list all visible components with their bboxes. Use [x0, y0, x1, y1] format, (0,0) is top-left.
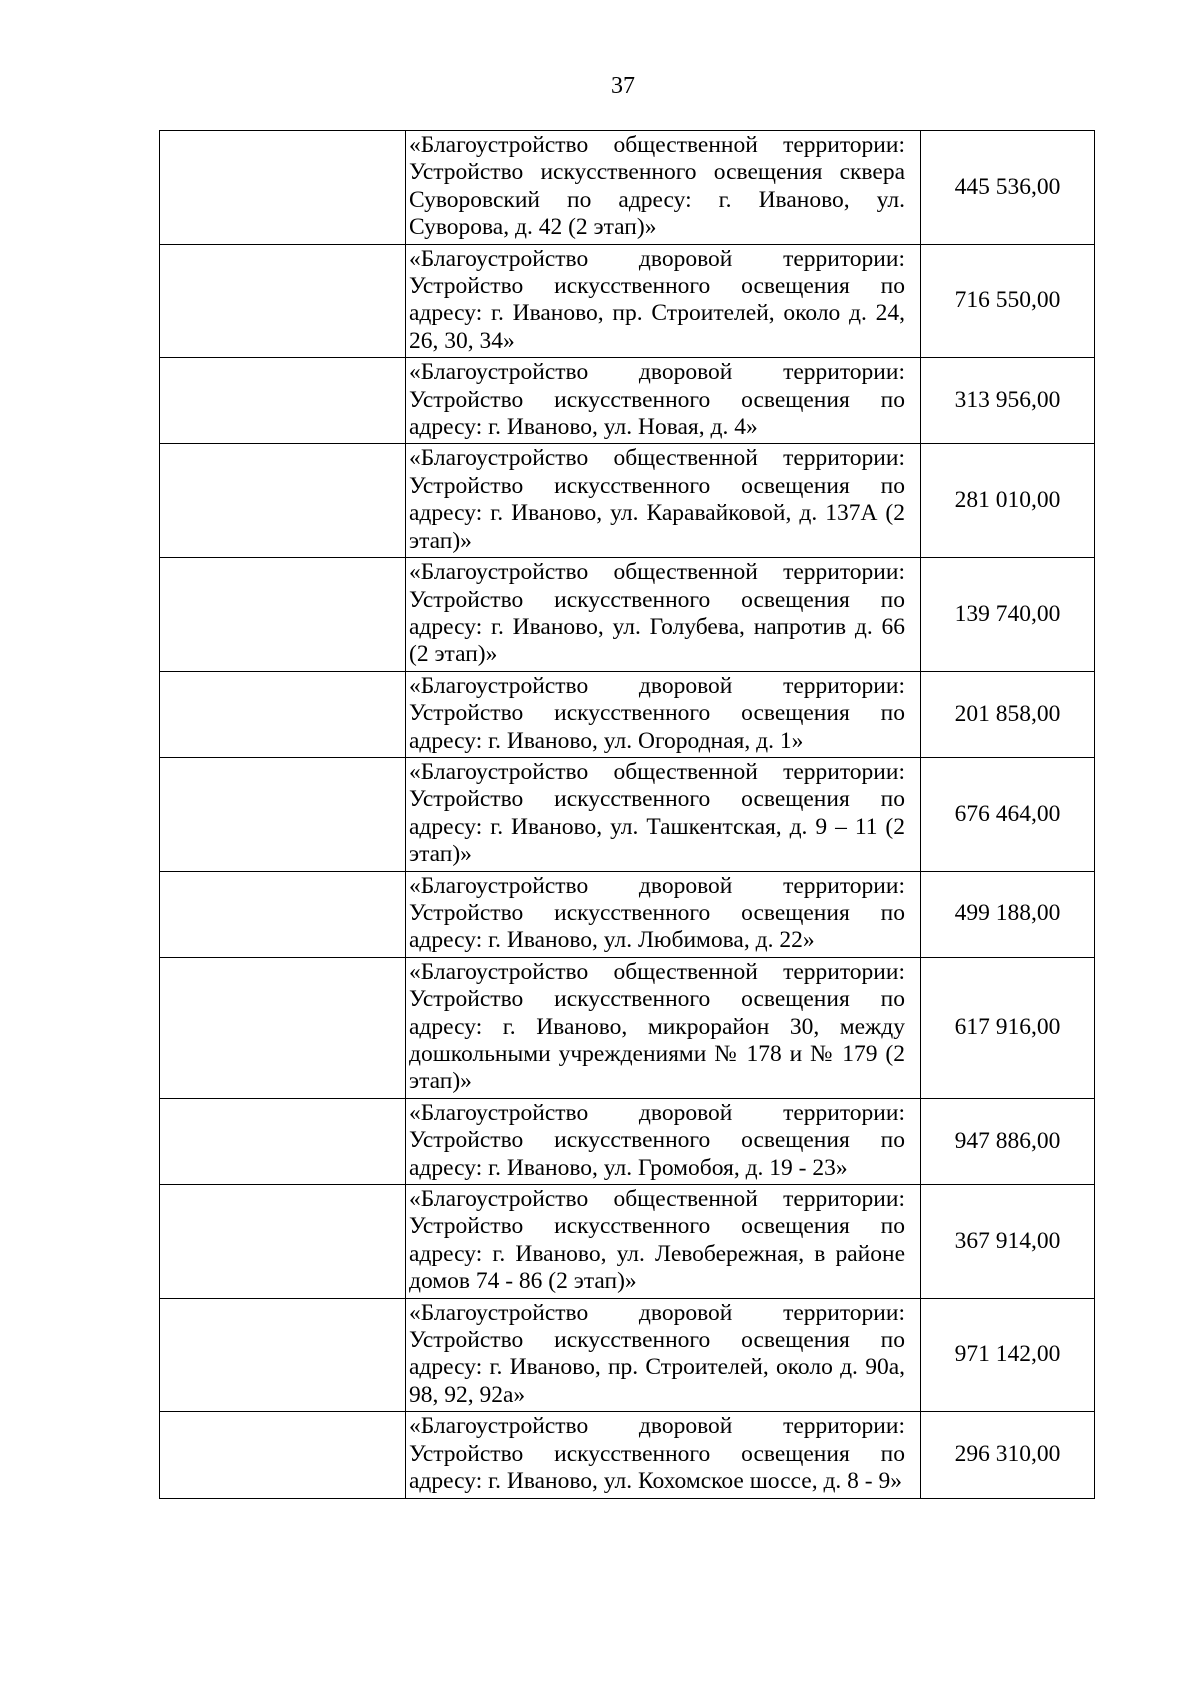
- empty-cell: [160, 957, 406, 1098]
- project-amount: 201 858,00: [921, 671, 1095, 757]
- project-description: «Благоустройство общественной территории: Устройство искусственного освещения по адресу: г. Иваново, ул. Каравайковой, д. 137А (2 этап)»: [406, 444, 921, 558]
- empty-cell: [160, 671, 406, 757]
- project-amount: 617 916,00: [921, 957, 1095, 1098]
- empty-cell: [160, 1185, 406, 1299]
- project-description: «Благоустройство общественной территории: Устройство искусственного освещения по адресу: г. Иваново, микрорайон 30, между дошкольными учреждениями № 178 и № 179 (2 этап)»: [406, 957, 921, 1098]
- project-amount: 971 142,00: [921, 1298, 1095, 1412]
- project-description: «Благоустройство общественной территории: Устройство искусственного освещения по адресу: г. Иваново, ул. Голубева, напротив д. 66 (2 этап)»: [406, 558, 921, 672]
- project-description: «Благоустройство дворовой территории: Устройство искусственного освещения по адресу: г. Иваново, ул. Громобоя, д. 19 - 23»: [406, 1098, 921, 1184]
- project-amount: 139 740,00: [921, 558, 1095, 672]
- table-row: [160, 558, 1095, 672]
- table-row: [160, 1412, 1095, 1498]
- empty-cell: [160, 757, 406, 871]
- project-description: «Благоустройство общественной территории: Устройство искусственного освещения по адресу: г. Иваново, ул. Ташкентская, д. 9 – 11 (2 этап)»: [406, 757, 921, 871]
- project-description: «Благоустройство дворовой территории: Устройство искусственного освещения по адресу: г. Иваново, ул. Огородная, д. 1»: [406, 671, 921, 757]
- project-amount: 296 310,00: [921, 1412, 1095, 1498]
- project-description: «Благоустройство дворовой территории: Устройство искусственного освещения по адресу: г. Иваново, пр. Строителей, около д. 90а, 98, 92, 92а»: [406, 1298, 921, 1412]
- project-description: «Благоустройство общественной территории: Устройство искусственного освещения по адресу: г. Иваново, ул. Левобережная, в районе домов 74 - 86 (2 этап)»: [406, 1185, 921, 1299]
- table-row: [160, 358, 1095, 444]
- project-amount: 499 188,00: [921, 871, 1095, 957]
- project-description: «Благоустройство общественной территории: Устройство искусственного освещения сквера Суворовский по адресу: г. Иваново, ул. Суворова, д. 42 (2 этап)»: [406, 131, 921, 245]
- project-amount: 281 010,00: [921, 444, 1095, 558]
- empty-cell: [160, 131, 406, 245]
- empty-cell: [160, 1298, 406, 1412]
- project-description: «Благоустройство дворовой территории: Устройство искусственного освещения по адресу: г. Иваново, ул. Любимова, д. 22»: [406, 871, 921, 957]
- project-description: «Благоустройство дворовой территории: Устройство искусственного освещения по адресу: г. Иваново, пр. Строителей, около д. 24, 26, 30, 34»: [406, 244, 921, 358]
- project-description: «Благоустройство дворовой территории: Устройство искусственного освещения по адресу: г. Иваново, ул. Новая, д. 4»: [406, 358, 921, 444]
- table-row: [160, 444, 1095, 558]
- project-amount: 716 550,00: [921, 244, 1095, 358]
- page-number: 37: [611, 73, 635, 99]
- table-row: [160, 1098, 1095, 1184]
- project-amount: 313 956,00: [921, 358, 1095, 444]
- table-row: [160, 671, 1095, 757]
- project-description: «Благоустройство дворовой территории: Устройство искусственного освещения по адресу: г. Иваново, ул. Кохомское шоссе, д. 8 - 9»: [406, 1412, 921, 1498]
- table-row: [160, 957, 1095, 1098]
- project-amount: 947 886,00: [921, 1098, 1095, 1184]
- table-row: [160, 244, 1095, 358]
- table-row: [160, 1298, 1095, 1412]
- table-row: [160, 131, 1095, 245]
- empty-cell: [160, 358, 406, 444]
- empty-cell: [160, 444, 406, 558]
- project-amount: 676 464,00: [921, 757, 1095, 871]
- empty-cell: [160, 1098, 406, 1184]
- budget-table: [159, 130, 1095, 1499]
- project-amount: 445 536,00: [921, 131, 1095, 245]
- table-row: [160, 757, 1095, 871]
- project-amount: 367 914,00: [921, 1185, 1095, 1299]
- empty-cell: [160, 871, 406, 957]
- empty-cell: [160, 244, 406, 358]
- table-row: [160, 871, 1095, 957]
- empty-cell: [160, 558, 406, 672]
- table-row: [160, 1185, 1095, 1299]
- empty-cell: [160, 1412, 406, 1498]
